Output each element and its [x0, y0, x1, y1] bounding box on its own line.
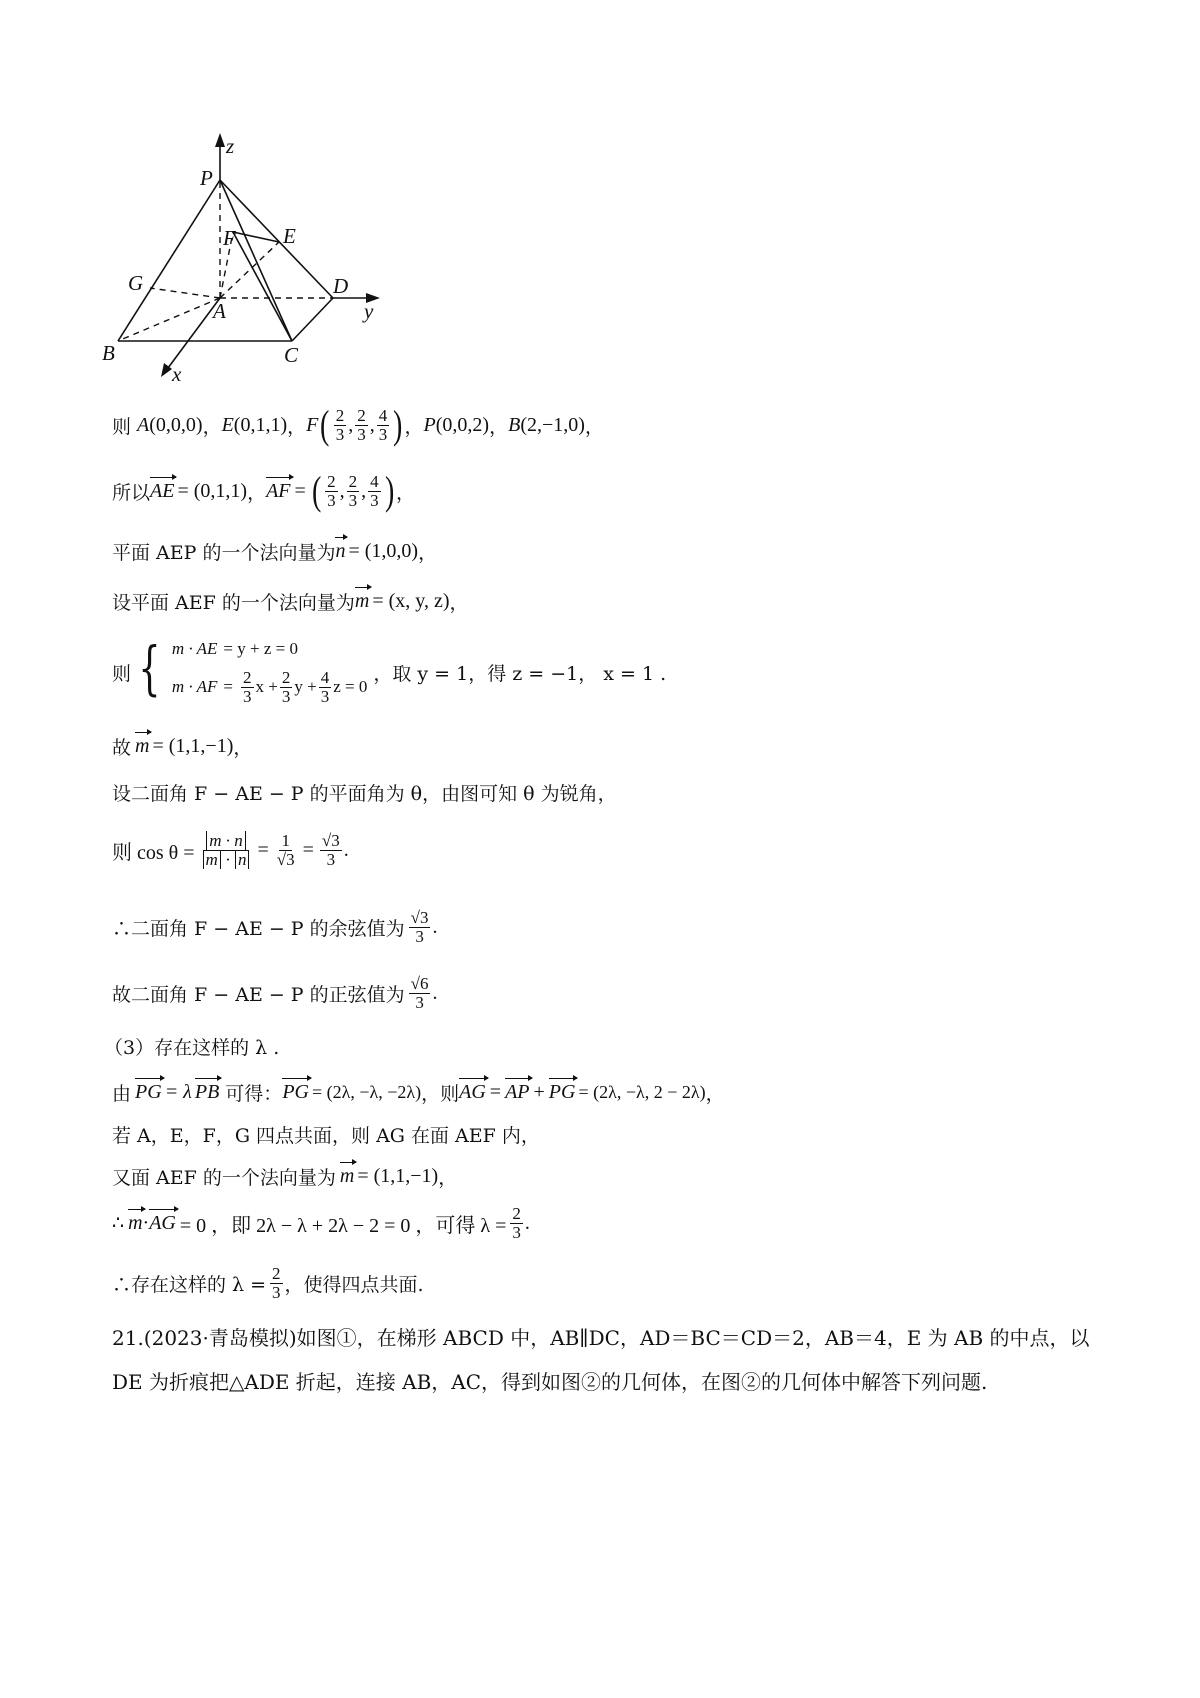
problem-21 [112, 1316, 1092, 1404]
text-coplanar-conclusion: ，使得四点共面. [284, 1273, 424, 1296]
cos-fraction: $\frac{m \cdot n}{m \cdot n}$ [201, 832, 252, 869]
sep: ， [287, 415, 307, 438]
period: . [432, 915, 438, 938]
label-y: y [364, 299, 374, 323]
vector-m-value: = (1,1,−1) [357, 1164, 439, 1187]
label-F: F [223, 226, 236, 250]
frac-1-sqrt3: $\frac{1}{√3}$ [276, 830, 295, 869]
problem-21-line2: DE 为折痕把△ADE 折起，连接 AB，AC，得到如图②的几何体，在图②的几何体中解答下列问题. [112, 1370, 988, 1394]
point-P: P [423, 413, 436, 436]
edge-PC [220, 180, 292, 341]
edge-FC [233, 232, 292, 341]
sep: ， [705, 1082, 725, 1105]
dihedral-angle-line [112, 774, 617, 810]
equals: = [223, 677, 234, 696]
edge-PB [118, 180, 220, 341]
vector-PG: PG [282, 1080, 309, 1103]
dot: · [142, 1211, 150, 1234]
normal-AEP-line [112, 533, 437, 569]
coord-P: (0,0,2) [435, 413, 490, 436]
vector-AG-value: = (2λ, −λ, 2 − 2λ) [578, 1081, 706, 1102]
frac-2-3: $\frac{2}{3}$ [512, 1203, 521, 1242]
pyramid-figure [100, 125, 400, 385]
vector-m: m [354, 589, 370, 612]
solve-lambda-line [112, 1198, 530, 1248]
sep: ， [404, 415, 424, 438]
equals: = [257, 838, 269, 861]
vector-AE: AE [150, 479, 175, 502]
edge-CD [292, 298, 333, 341]
paren-close: ) [393, 402, 403, 447]
label-P: P [200, 166, 213, 190]
frac-4-3: $\frac{4}{3}$ [378, 405, 388, 444]
vector-AG: AG [149, 1211, 176, 1234]
text-cosine-value: ∴二面角 F − AE − P 的余弦值为 [112, 917, 405, 940]
frac-2-3: $\frac{2}{3}$ [357, 405, 366, 444]
text-ze: ，则 [421, 1082, 460, 1105]
text-take-y: ，取 y = 1，得 z = −1， x = 1 . [373, 662, 667, 685]
sep: ， [202, 415, 222, 438]
sep: ， [489, 415, 509, 438]
eq1-rhs: = y + z = 0 [223, 638, 298, 658]
equals: = [294, 479, 306, 502]
sep: ， [395, 481, 415, 504]
cos-theta: 则 cos θ = [112, 841, 195, 864]
label-A: A [213, 299, 226, 323]
lambda: = λ [164, 1080, 192, 1103]
solve-text: = 0 ，即 2λ − λ + 2λ − 2 = 0 ，可得 λ = [179, 1214, 507, 1237]
vector-PG-value: = (2λ, −λ, −2λ) [311, 1081, 422, 1102]
vector-n: n [335, 539, 346, 562]
text-coplanar: 若 A，E，F，G 四点共面，则 AG 在面 AEF 内， [112, 1124, 540, 1147]
conclusion-line [112, 1258, 424, 1308]
coords-line: 则 A (0,0,0) ， E (0,1,1) ， F ( $\frac{2}{3}$ , $\frac{2}{3}$ , $\frac{4}{3}$ ) ， P (0,0,2) ， B (2,−1,0) ， [112, 402, 604, 447]
vector-m-value: = (x, y, z) [372, 589, 450, 612]
text-sine-value: 故二面角 F − AE − P 的正弦值为 [112, 983, 405, 1006]
label-D: D [333, 274, 349, 298]
point-B: B [508, 413, 521, 436]
brace: { [138, 633, 161, 702]
vector-m: m [135, 734, 150, 757]
text-dihedral-angle: 设二面角 F − AE − P 的平面角为 θ，由图可知 θ 为锐角， [112, 782, 617, 805]
edge-AG [150, 288, 220, 298]
dot-m-AE: m · AE [171, 638, 218, 658]
frac-2-3: $\frac{2}{3}$ [327, 471, 336, 510]
label-x: x [172, 362, 182, 385]
frac-sqrt6-3: $\frac{√6}{3}$ [410, 973, 429, 1012]
paren-open: ( [311, 468, 322, 513]
frac-2-3: $\frac{2}{3}$ [348, 471, 358, 510]
vector-AE-value: = (0,1,1) [177, 479, 248, 502]
z-arrow [215, 133, 225, 147]
vector-AG: AG [459, 1080, 486, 1103]
frac-sqrt3-3: $\frac{√3}{3}$ [410, 907, 429, 946]
text-normal-AEF: 设平面 AEF 的一个法向量为 [112, 591, 355, 614]
sep: ， [233, 736, 253, 759]
vector-m-value: = (1,1,−1) [152, 734, 234, 757]
frac-4-3: $\frac{4}{3}$ [320, 667, 330, 706]
equation-system-line [112, 632, 666, 712]
point-A: A [137, 413, 150, 436]
point-F: F [306, 413, 319, 436]
text-ze: 则 [112, 415, 132, 438]
label-G: G [128, 271, 144, 295]
label-B: B [102, 341, 115, 365]
vector-AP: AP [505, 1080, 530, 1103]
plus: + [533, 1080, 545, 1103]
period: . [432, 981, 438, 1004]
part3-line [104, 1028, 279, 1064]
cos-line [112, 818, 349, 882]
vector-AF: AF [266, 479, 291, 502]
term-x: x + [255, 677, 278, 696]
abs-n: n [235, 850, 250, 869]
frac-sqrt3-3: $\frac{√3}{3}$ [321, 830, 340, 869]
period: . [343, 838, 349, 861]
sep: ， [584, 415, 604, 438]
coord-A: (0,0,0) [149, 413, 203, 436]
period: . [524, 1211, 530, 1234]
term-z: z = 0 [333, 677, 368, 696]
abs-m-dot-n: m · n [206, 831, 246, 850]
coord-E: (0,1,1) [233, 413, 288, 436]
equals: = [489, 1080, 502, 1103]
problem-21-line1: 21.(2023·青岛模拟)如图①，在梯形 ABCD 中，AB∥DC，AD＝BC＝CD＝2，AB＝4，E 为 AB 的中点，以 [112, 1326, 1090, 1350]
sep: ， [418, 541, 438, 564]
equation-system [131, 633, 368, 706]
frac-4-3: $\frac{4}{3}$ [370, 471, 379, 510]
normal-AEF-line [112, 583, 469, 619]
sep: ， [449, 591, 469, 614]
point-E: E [221, 413, 234, 436]
text-you: 由 [112, 1082, 132, 1105]
vector-PG: PG [548, 1080, 576, 1103]
frac-2-3: $\frac{2}{3}$ [281, 667, 291, 706]
paren-close: ) [384, 468, 394, 513]
sine-value-line [112, 966, 437, 1020]
equals: = [302, 838, 314, 861]
text-part3: （3）存在这样的 λ . [104, 1036, 280, 1059]
vectors-line: 所以 AE = (0,1,1) ， AF = ( $\frac{2}{3}$ , $\frac{2}{3}$ , $\frac{4}{3}$ ) ， [112, 468, 415, 513]
vector-m: m [128, 1211, 143, 1234]
label-C: C [284, 343, 299, 367]
paren-open: ( [320, 402, 330, 447]
text-gu: 故 [112, 736, 132, 759]
term-y: y + [294, 677, 317, 696]
dot-m-AF: m · AF [171, 677, 218, 696]
vector-PG: PG [135, 1080, 162, 1103]
text-kede: 可得： [225, 1082, 283, 1105]
text-exists-lambda: ∴存在这样的 λ = [112, 1273, 267, 1296]
coplanar-line [112, 1116, 540, 1152]
PG-line [112, 1072, 725, 1112]
therefore: ∴ [112, 1212, 125, 1234]
label-z: z [226, 134, 235, 158]
frac-2-3: $\frac{2}{3}$ [272, 1263, 281, 1302]
x-axis [165, 298, 220, 372]
cosine-value-line [112, 900, 437, 954]
sep: ， [438, 1166, 458, 1189]
text-normal-again: 又面 AEF 的一个法向量为 [112, 1166, 336, 1189]
normal-again-line [112, 1158, 457, 1194]
text-suoyi: 所以 [112, 481, 151, 504]
frac-2-3: $\frac{2}{3}$ [243, 667, 252, 706]
vector-m: m [339, 1164, 355, 1187]
text-normal-AEP: 平面 AEP 的一个法向量为 [112, 541, 336, 564]
label-E: E [283, 224, 296, 248]
abs-m: m [203, 850, 221, 869]
frac-2-3: $\frac{2}{3}$ [335, 405, 345, 444]
m-result-line [112, 728, 252, 764]
text-ze: 则 [112, 662, 132, 685]
vector-n-value: = (1,0,0) [348, 539, 419, 562]
coord-B: (2,−1,0) [520, 413, 585, 436]
sep: ， [247, 481, 267, 504]
vector-PB: PB [194, 1080, 220, 1103]
